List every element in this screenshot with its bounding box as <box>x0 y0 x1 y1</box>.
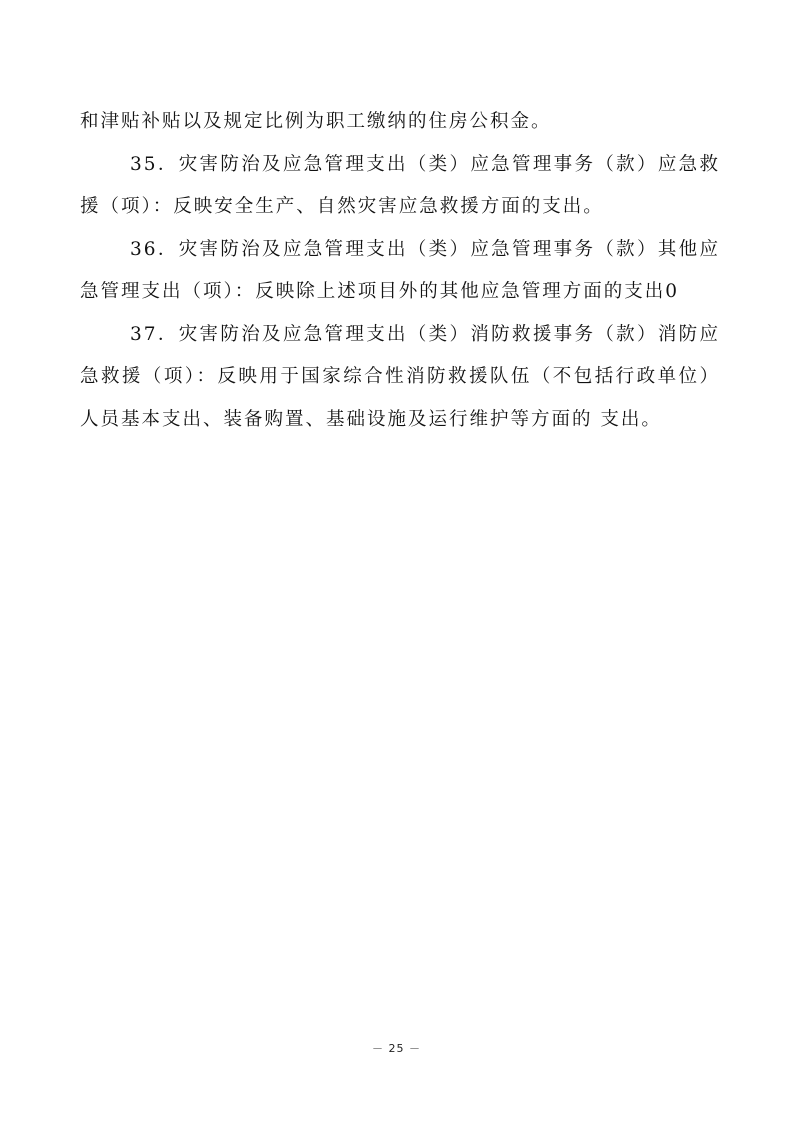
paragraph-continuation: 和津贴补贴以及规定比例为职工缴纳的住房公积金。 <box>80 111 552 132</box>
document-body <box>80 101 720 441</box>
paragraph-item-37: 37．灾害防治及应急管理支出（类）消防救援事务（款）消防应急救援（项）：反映用于国家综合性消防救援队伍（不包括行政单位）人员基本支出、装备购置、基础设施及运行维护等方面的 支出。 <box>80 323 720 430</box>
page-number: － 25 － <box>372 1042 421 1055</box>
paragraph-item-35: 35．灾害防治及应急管理支出（类）应急管理事务（款）应急救援（项）：反映安全生产、自然灾害应急救援方面的支出。 <box>80 153 720 217</box>
paragraph-item-36: 36．灾害防治及应急管理支出（类）应急管理事务（款）其他应急管理支出（项）：反映除上述项目外的其他应急管理方面的支出0 <box>80 238 720 302</box>
